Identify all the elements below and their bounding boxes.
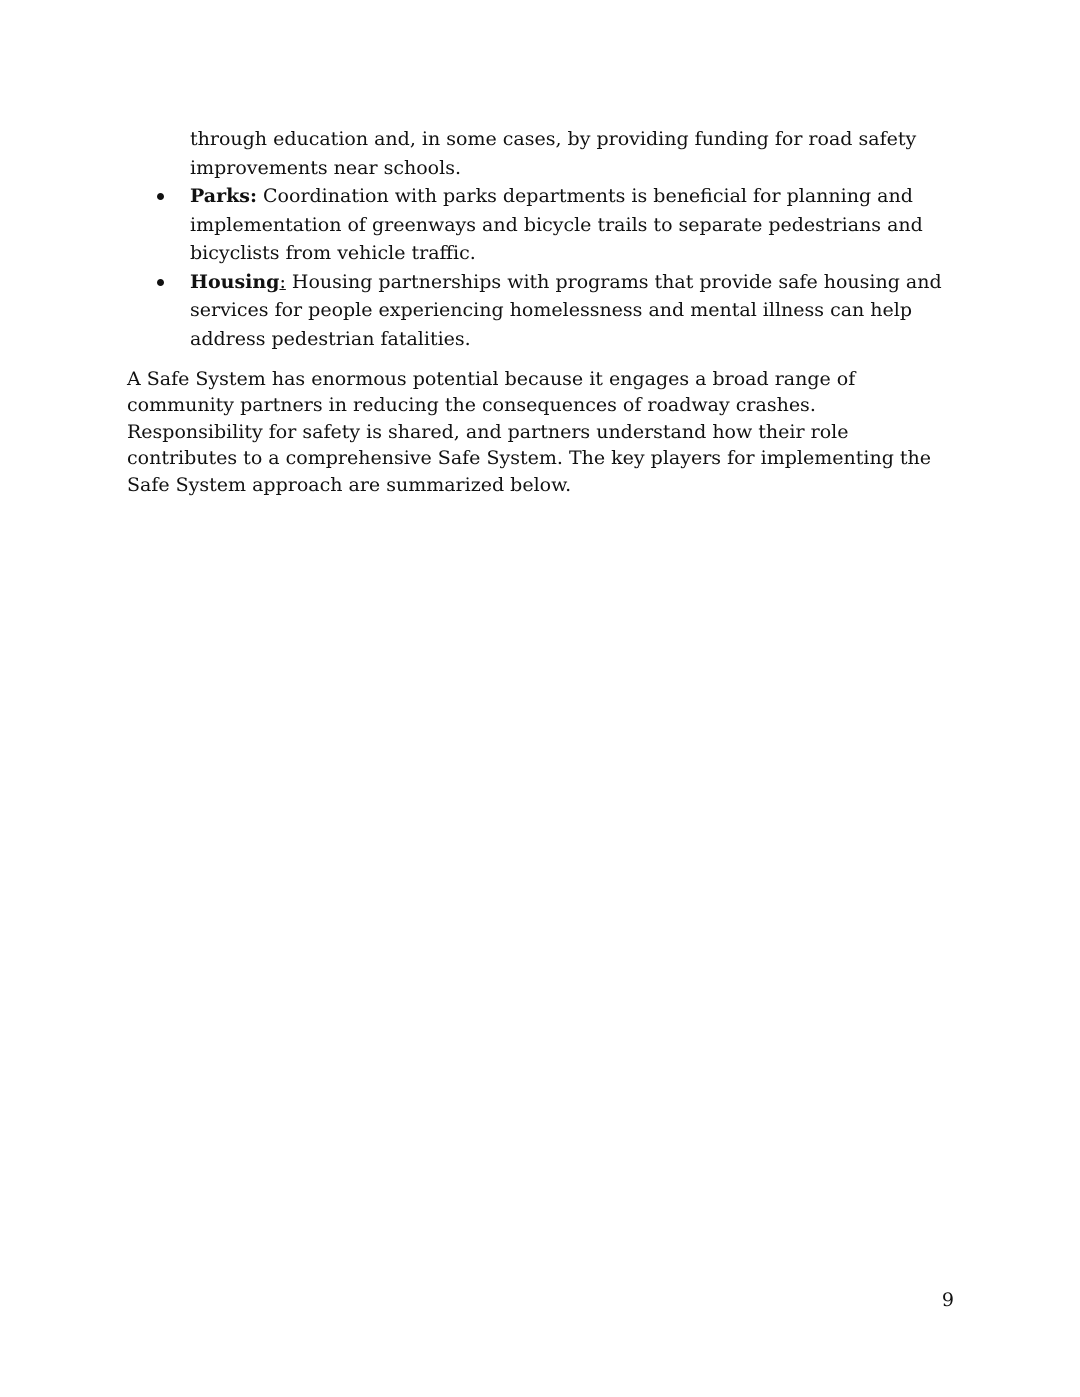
list-item-parks xyxy=(127,182,942,268)
list-item-text: Housing partnerships with programs that provide safe housing and services for people experiencing homelessness and mental illness can help address pedestrian fatalities. xyxy=(190,270,942,350)
page-number: 9 xyxy=(941,1289,954,1311)
bullet-list xyxy=(127,182,942,353)
bullet-icon xyxy=(157,193,164,200)
list-item-text: Coordination with parks departments is beneficial for planning and implementation of greenways and bicycle trails to separate pedestrians and bicyclists from vehicle traffic. xyxy=(190,185,923,264)
bullet-icon xyxy=(157,279,164,286)
list-item-title: Parks: xyxy=(190,185,257,207)
list-item-housing xyxy=(127,268,942,354)
body-paragraph: A Safe System has enormous potential because it engages a broad range of community partners in reducing the consequences of roadway crashes. Responsibility for safety is shared, and partners understand how their role contributes to a comprehensive Safe System. The key players for implementing the Safe System approach are summarized below. xyxy=(127,368,932,496)
list-item-title: Housing xyxy=(190,270,280,293)
page-content xyxy=(127,125,942,498)
bullet-continuation-text: through education and, in some cases, by providing funding for road safety improvements near schools. xyxy=(190,128,917,179)
list-item-separator: : xyxy=(279,270,286,293)
